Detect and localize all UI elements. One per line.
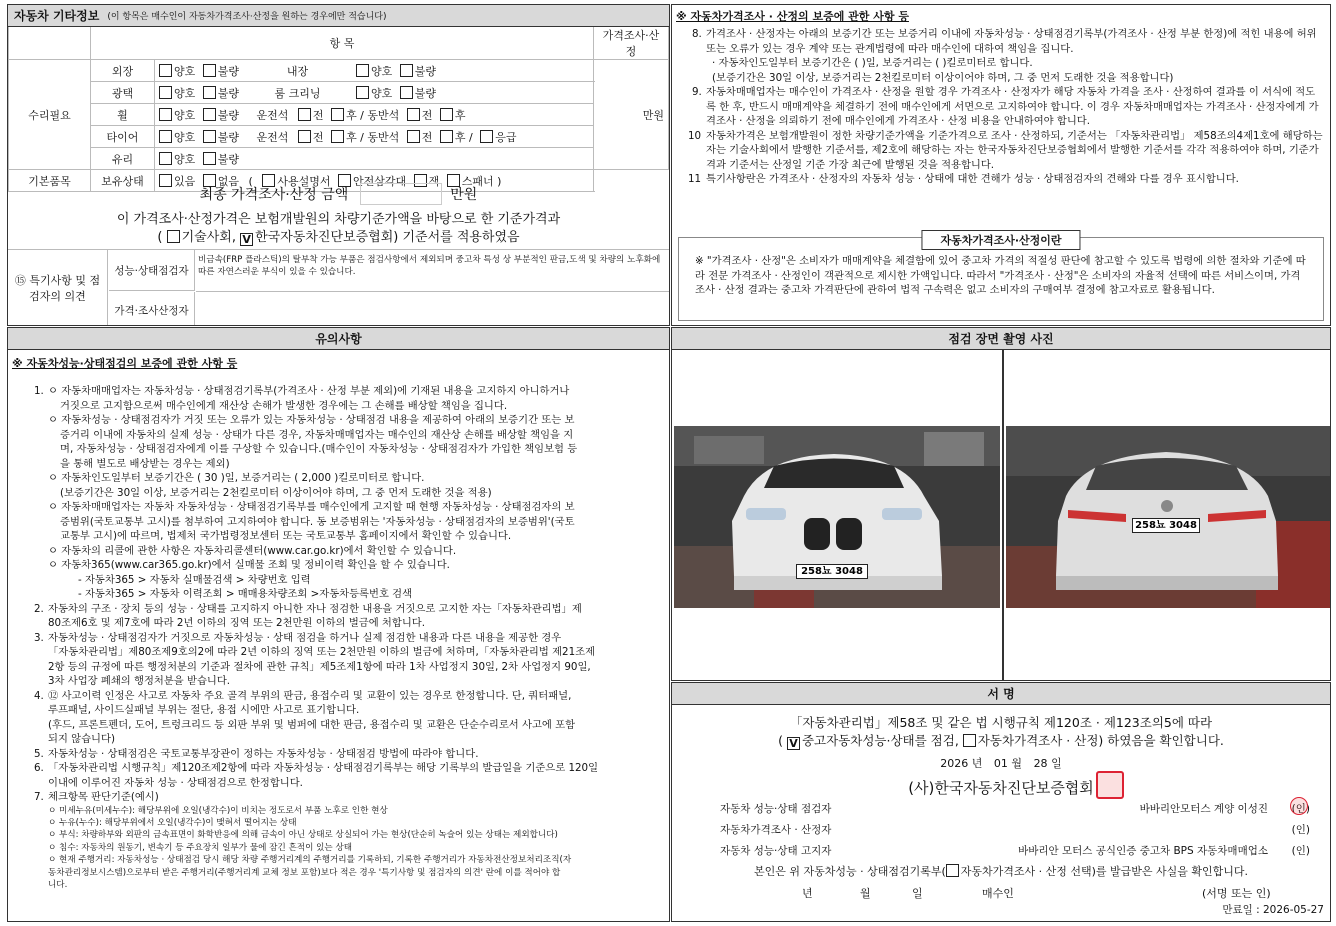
driver-seat-label: 운전석 <box>256 130 289 144</box>
notes-line-number <box>34 703 48 718</box>
tire-bad-checkbox[interactable] <box>203 130 216 143</box>
label-front: 전 <box>421 130 433 144</box>
room-bad-checkbox[interactable] <box>400 86 413 99</box>
notes-line-text: (후드, 프론트펜더, 도어, 트렁크리드 등 외판 부위 및 범퍼에 대한 판금, 용접수리 및 교환은 단순수리로서 사고에 포함 <box>48 718 576 731</box>
paren-open: ( <box>248 174 253 188</box>
rear-license-plate: 258뇨 3048 <box>1132 518 1200 533</box>
label-bad: 불량 <box>217 108 240 122</box>
glass-bad-checkbox[interactable] <box>203 152 216 165</box>
notes-line <box>34 544 663 559</box>
glass-label: 유리 <box>91 148 155 170</box>
notes-line-number: 2. <box>34 602 44 615</box>
perf-inspector-label: 성능·상태점검자 <box>109 250 195 291</box>
exterior-bad-checkbox[interactable] <box>203 64 216 77</box>
notes-small-line: 동차관리정보시스템)으로부터 받은 주행거리(주행거리계 교체 정보 포함)보다 적은 경우 '특기사항 및 점검자의 의견' 란에 이를 적어야 합 <box>48 867 561 878</box>
wheel-passenger-rear-checkbox[interactable] <box>440 108 453 121</box>
label-rear-slash: 후 / <box>454 130 473 144</box>
buyer-day-label: 일 <box>912 887 923 900</box>
notes-line-text: 증범위(국토교통부 고시)를 첨부하여 고지하여야 합니다. 동 보증범위는 '자동차성능 · 상태점검자의 보증범위'(국토 <box>60 515 575 528</box>
label-have: 있음 <box>174 174 196 188</box>
notes-line-number: 5. <box>34 747 44 760</box>
signature-org: (사)한국자동차진단보증협회 <box>908 779 1094 797</box>
item-num: 9. <box>692 86 702 98</box>
signature-row-value: 바바리안모터스 계양 이성진 <box>1139 803 1268 815</box>
notes-line <box>34 500 663 515</box>
signature-row <box>672 822 1330 840</box>
notes-line <box>34 471 663 486</box>
notes-line-text: 이내에 이루어진 자동차 성능 · 상태점검으로 한정합니다. <box>48 776 303 789</box>
notes-line-text: 되지 않습니다) <box>48 733 115 745</box>
buyer-label: 매수인 <box>982 887 1014 900</box>
notes-line-number <box>34 645 48 660</box>
notes-line-number <box>34 558 48 573</box>
col-header-price: 가격조사·산정 <box>594 27 669 60</box>
notes-subtitle: ※ 자동차성능·상태점검의 보증에 관한 사항 등 <box>12 357 238 370</box>
notes-line <box>34 573 663 588</box>
label-front: 전 <box>312 108 324 122</box>
notes-line-text: 루프패널, 사이드실패널 부위는 절단, 용접 시에만 사고로 표기합니다. <box>48 704 360 716</box>
vehicle-other-info-panel <box>7 4 670 326</box>
notes-line-number <box>34 776 48 791</box>
notes-line <box>34 428 663 443</box>
col-header-item: 항 목 <box>91 27 594 60</box>
label-bad: 불량 <box>217 86 240 100</box>
notes-line <box>34 558 663 573</box>
wheel-rear-checkbox[interactable] <box>331 108 344 121</box>
front-license-plate: 258뇨 3048 <box>796 564 868 579</box>
label-emergency: 응급 <box>495 130 517 144</box>
notes-line <box>34 790 663 805</box>
item-text: 자동차매매업자는 매수인이 가격조사 · 산정을 원할 경우 가격조사 · 산정자가 해당 자동차 가격을 조사 · 산정하여 결과를 이 서식에 적도록 한 후, 반드시 매매계약을 체결하기 전에 매수인에게 서면으로 고지하여야 합니다. 이 경우 자동차매매업자는 가격조사 · 산정자에게 가격조사 · 산정을 의뢰하기 전에 매수인에게 가격조사 · 산정 비용을 안내하여야 합니다. <box>706 86 1319 127</box>
basis-opt1-checkbox[interactable] <box>167 230 180 243</box>
vehicle-other-info-title: 자동차 기타정보 <box>14 9 100 23</box>
notes-line <box>34 529 663 544</box>
buyer-year-label: 년 <box>802 887 813 900</box>
definition-text: ※ "가격조사 · 산정"은 소비자가 매매계약을 체결함에 있어 중고차 가격의 적절성 판단에 참고할 수 있도록 법령에 의한 절차와 기준에 따라 전문 가격조사 · 산정인이 객관적으로 제시한 가액입니다. 따라서 "가격조사 · 산정"은 소비자의 자율적 선택에 따른 서비스이며, 가격조사 · 산정 결과는 중고차 가격판단에 관하여 법적 구속력은 없고 소비자의 구매여부 결정에 참고자료로 활용됩니다. <box>695 255 1306 296</box>
notes-line-number: 1. <box>34 385 44 397</box>
exterior-label: 외장 <box>91 60 155 82</box>
definition-box <box>678 234 1324 321</box>
label-spanner: 스패너 ) <box>461 174 502 188</box>
signature-line2 <box>672 731 1330 750</box>
notes-line <box>34 384 663 399</box>
gloss-room-row <box>155 82 594 104</box>
notes-line <box>34 442 663 457</box>
notes-line <box>34 761 663 776</box>
glass-good-checkbox[interactable] <box>159 152 172 165</box>
notes-line-text: 교통부 고시)에 따르며, 법제처 국가법령정보센터 또는 국토교통부 홈페이지에서 확인할 수 있습니다. <box>60 530 512 542</box>
org-seal-stamp <box>1096 771 1124 799</box>
notes-small-line: ㅇ 부식: 차량하부와 외판의 금속표면이 화학반응에 의해 금속이 아닌 상태로 상실되어 가는 현상(단순히 녹슬어 있는 상태는 제외합니다) <box>48 830 558 841</box>
notes-line <box>34 645 663 660</box>
notes-line-number <box>34 587 48 602</box>
item-text: 특기사항란은 가격조사 · 산정자의 자동차 성능 · 상태에 대한 견해가 성능 · 상태점검자의 견해와 다를 경우 표시합니다. <box>706 173 1239 185</box>
date-day-label: 일 <box>1051 757 1062 770</box>
label-good: 양호 <box>174 86 196 100</box>
label-manual: 사용설명서 <box>277 174 331 188</box>
notes-line-text: 「자동차관리법 시행규칙」제120조제2항에 따라 자동차성능 · 상태점검기록부는 해당 기록부의 발급일을 기준으로 120일 <box>48 762 599 774</box>
front-car-illustration <box>674 426 1000 608</box>
notes-line-number <box>34 428 48 443</box>
notes-line-number <box>34 471 48 486</box>
item-text: 가격조사 · 산정자는 아래의 보증기간 또는 보증거리 이내에 자동차성능 · 상태점검기록부(가격조사 · 산정 부분 한정)에 적힌 내용에 허위 또는 오류가 있는 경우 계약 또는 관계법령에 따라 매수인에 대하여 책임을 집니다. <box>706 28 1317 55</box>
notes-line-text: ㅇ 자동차성능 · 상태점검자가 거짓 또는 오류가 있는 자동차성능 · 상태점검 내용을 제공하여 아래의 보증기간 또는 보 <box>48 414 575 426</box>
notes-line-text: ㅇ 자동차인도일부터 보증기간은 ( 30 )일, 보증거리는 ( 2,000 )킬로미터로 합니다. <box>48 472 425 484</box>
label-rear-passenger: 후 / 동반석 <box>346 108 400 122</box>
divider <box>196 291 669 292</box>
front-photo <box>674 426 1000 608</box>
final-price-row <box>8 179 669 209</box>
confirm-text-a: 본인은 위 자동차성능 · 상태점검기록부( <box>753 865 946 878</box>
date-month-label: 월 <box>1011 757 1023 770</box>
tire-row <box>155 126 594 148</box>
interior-label: 내장 <box>286 64 309 78</box>
guarantee-items <box>688 27 1324 187</box>
basis-line1: 이 가격조사·산정가격은 보험개발원의 차량기준가액을 바탕으로 한 기준가격과 <box>116 212 561 227</box>
signature-row-label: 자동차 성능·상태 점검자 <box>720 803 832 815</box>
notes-line <box>34 660 663 675</box>
item-10 <box>688 129 1324 173</box>
room-clean-label: 룸 크리닝 <box>274 86 321 100</box>
notes-line-number <box>34 457 48 472</box>
notes-line-text: 거짓으로 고지함으로써 매수인에게 재산상 손해가 발생한 경우에는 그 손해를 배상할 책임을 집니다. <box>60 399 508 412</box>
notes-line-number <box>34 732 48 747</box>
date-month: 01 <box>993 757 1008 770</box>
special-notes-block <box>8 249 669 325</box>
notes-body <box>34 384 663 891</box>
tire-front-checkbox[interactable] <box>298 130 311 143</box>
photos-header: 점검 장면 촬영 사진 <box>672 328 1330 350</box>
tire-good-checkbox[interactable] <box>159 130 172 143</box>
notes-line-text: ㅇ 자동차매매업자는 자동차 자동차성능 · 상태점검기록부를 매수인에게 고지할 때 현행 자동차성능 · 상태점검자의 보 <box>48 501 575 513</box>
wheel-bad-checkbox[interactable] <box>203 108 216 121</box>
tire-rear-checkbox[interactable] <box>331 130 344 143</box>
buyer-sign-hint: (서명 또는 인) <box>1202 887 1271 900</box>
notes-line <box>34 631 663 646</box>
item-8-sub1: · 자동차인도일부터 보증기간은 ( )일, 보증거리는 ( )킬로미터로 합니다. <box>712 57 1033 69</box>
notes-line-text: 자동차성능 · 상태점검은 국토교통부장관이 정하는 자동차성능 · 상태점검 방법에 따라야 합니다. <box>48 747 479 760</box>
photos-panel <box>671 327 1331 681</box>
paren: ( <box>157 230 163 245</box>
notes-line-number <box>34 674 48 689</box>
label-bad: 불량 <box>217 130 240 144</box>
notes-line <box>34 689 663 704</box>
item-text: 자동차가격은 보험개발원이 정한 차량기준가액을 기준가격으로 조사 · 산정하되, 기준서는 「자동차관리법」 제58조의4제1호에 해당하는 자는 기술사회에서 발행한 기준서를, 제2호에 해당하는 자는 한국자동차진단보증협회에서 발행한 기준서를 각각 적용하여야 하며, 기준가격과 기준서는 산정일 기준 가장 최근에 발행된 것을 적용합니다. <box>706 129 1323 171</box>
signature-panel <box>671 682 1331 922</box>
notes-line-number: 4. <box>34 689 44 702</box>
label-none: 없음 <box>217 174 240 188</box>
notes-line <box>34 776 663 791</box>
label-good: 양호 <box>174 130 196 144</box>
basis-opt2-label: 한국자동차진단보증협회 <box>255 230 394 245</box>
label-jack: 잭 <box>428 174 440 188</box>
notes-small-line: ㅇ 현재 주행거리: 자동차성능 · 상태점검 당시 해당 차량 주행거리계의 주행거리를 기록하되, 기록한 주행거리가 자동차전산정보처리조직(자 <box>48 855 572 866</box>
signature-row-label: 자동차가격조사 · 산정자 <box>720 824 832 836</box>
expiry-date: 만료일 : 2026-05-27 <box>1222 904 1324 916</box>
notes-line <box>34 413 663 428</box>
notes-line-text: 며, 자동차성능 · 상태점검자에게 이를 구상할 수 있습니다.(매수인이 자동차성능 · 상태점검자가 가입한 책임보험 등 <box>60 443 578 455</box>
label-triangle: 안전삼각대 <box>352 174 407 188</box>
label-bad: 불량 <box>217 152 240 166</box>
item-num: 10 <box>688 129 702 142</box>
repair-needed-label: 수리필요 <box>9 60 91 170</box>
label-good: 양호 <box>371 64 393 78</box>
notes-line-number <box>34 529 48 544</box>
basis-line2 <box>8 229 669 247</box>
glass-row <box>155 148 594 170</box>
rear-car-illustration <box>1006 426 1330 608</box>
signature-row <box>672 801 1330 819</box>
possession-label: 보유상태 <box>91 170 155 192</box>
room-good-checkbox[interactable] <box>356 86 369 99</box>
label-bad: 불량 <box>414 64 437 78</box>
notes-line-text: 자동차의 구조 · 장치 등의 성능 · 상태를 고지하지 아니한 자나 점검한 내용을 거짓으로 고지한 자는「자동차관리법」제 <box>48 602 582 615</box>
vehicle-other-info-subtitle: (이 항목은 매수인이 자동차가격조사·산정을 원하는 경우에만 적습니다) <box>107 12 387 22</box>
signature-date <box>672 755 1330 771</box>
confirm-text-b: 자동차가격조사 · 산정 선택)를 발급받은 사실을 확인합니다. <box>960 865 1249 878</box>
label-good: 양호 <box>174 64 196 78</box>
signature-line1: 「자동차관리법」제58조 및 같은 법 시행규칙 제120조 · 제123조의5에 따라 <box>789 715 1213 730</box>
notes-line-text: (보증기간은 30일 이상, 보증거리는 2천킬로미터 이상이어야 하며, 그 중 먼저 도래한 것을 적용) <box>60 486 492 499</box>
wheel-passenger-front-checkbox[interactable] <box>407 108 420 121</box>
notes-line-text: 3차 사업장 폐쇄의 행정처분을 받습니다. <box>48 675 231 687</box>
notes-small-lines <box>34 805 663 892</box>
label-bad: 불량 <box>414 86 437 100</box>
notes-line-text: 증거리 이내에 자동차의 실제 성능 · 상태가 다른 경우, 자동차매매업자는 매수인의 재산상 손해를 배상할 책임을 지 <box>60 428 574 441</box>
date-day: 28 <box>1033 757 1048 770</box>
notes-line-number <box>34 399 48 414</box>
perf-check-label: 중고자동차성능·상태를 점검, <box>801 733 959 748</box>
notes-line <box>34 486 663 501</box>
notes-small-line: ㅇ 누유(누수): 해당부위에서 오일(냉각수)이 맺혀서 떨어지는 상태 <box>48 817 297 828</box>
wheel-front-checkbox[interactable] <box>298 108 311 121</box>
inspector-seal-stamp <box>1290 797 1308 815</box>
basis-text <box>8 211 669 247</box>
notes-line-text: 자동차성능 · 상태점검자가 거짓으로 자동차성능 · 상태 점검을 하거나 실제 점검한 내용과 다른 내용을 제공한 경우 <box>48 631 562 644</box>
photo-divider <box>1002 350 1004 680</box>
notes-line-number <box>34 660 48 675</box>
exterior-interior-row <box>155 60 594 82</box>
notes-line-number: 7. <box>34 791 44 803</box>
price-check-checkbox[interactable] <box>963 734 976 747</box>
signature-row-seal: (인) <box>1291 803 1310 815</box>
label-rear: 후 <box>454 108 466 122</box>
final-price-label: 최종 가격조사·산정 금액 <box>199 187 349 203</box>
notes-lines <box>34 384 663 805</box>
signature-row-seal: (인) <box>1291 824 1310 836</box>
basis-suffix: ) 기준서를 적용하였음 <box>393 230 520 245</box>
rear-photo <box>1006 426 1330 608</box>
label-good: 양호 <box>174 152 196 166</box>
interior-good-checkbox[interactable] <box>356 64 369 77</box>
price-guarantee-panel <box>671 4 1331 326</box>
price-check-label: 자동차가격조사 · 산정) 하였음을 확인합니다. <box>977 733 1224 748</box>
notes-line-text: - 자동차365 > 자동차 이력조회 > 매매용차량조회 >자동차등록번호 검색 <box>78 588 413 600</box>
notes-line-number <box>34 442 48 457</box>
gloss-label: 광택 <box>91 82 155 104</box>
notes-line-number <box>34 515 48 530</box>
notes-small-line: 니다. <box>48 879 68 890</box>
wheel-row <box>155 104 594 126</box>
notes-line-number <box>34 616 48 631</box>
notes-line <box>34 747 663 762</box>
notes-line-text: ⑫ 사고이력 인정은 사고로 자동차 주요 골격 부위의 판금, 용접수리 및 교환이 있는 경우로 한정합니다. 단, 쿼터패널, <box>48 689 572 702</box>
notes-small-line: ㅇ 미세누유(미세누수): 해당부위에 오일(냉각수)이 비치는 정도로서 부품 노후로 인한 현상 <box>48 805 388 816</box>
notes-line <box>34 602 663 617</box>
perf-inspector-text: 비금속(FRP 플라스틱)의 탈부착 가능 부품은 점검사항에서 제외되며 중고차 특성 상 부분적인 판금,도색 및 차량의 노후화에 따른 자연스러운 부식이 있을 수 있습니다. <box>198 255 661 277</box>
label-front: 전 <box>312 130 324 144</box>
notes-line <box>34 515 663 530</box>
notes-line-text: 「자동차관리법」제80조제9호의2에 따라 2년 이하의 징역 또는 2천만원 이하의 벌금에 처하며,「자동차관리법 제21조제 <box>48 646 596 658</box>
notes-line-text: ㅇ 자동차365(www.car365.go.kr)에서 실매물 조회 및 정비이력 확인을 할 수 있습니다. <box>48 559 450 571</box>
item-11 <box>688 172 1324 187</box>
final-price-input[interactable] <box>360 183 442 205</box>
basis-opt1-label: 기술사회, <box>181 230 236 245</box>
tire-passenger-front-checkbox[interactable] <box>407 130 420 143</box>
interior-bad-checkbox[interactable] <box>400 64 413 77</box>
date-year: 2026 <box>940 757 969 770</box>
label-front: 전 <box>421 108 433 122</box>
driver-seat-label: 운전석 <box>256 108 289 122</box>
item-8-sub2: (보증기간은 30일 이상, 보증거리는 2천킬로미터 이상이어야 하며, 그 중 먼저 도래한 것을 적용합니다) <box>712 71 1174 84</box>
notes-small-line: ㅇ 침수: 자동차의 원동기, 변속기 등 주요장치 일부가 물에 잠긴 흔적이 있는 상태 <box>48 842 353 853</box>
notes-line <box>34 616 663 631</box>
paren: ( <box>778 733 783 748</box>
notes-line <box>34 732 663 747</box>
notes-line-number <box>34 413 48 428</box>
notes-line-number <box>34 544 48 559</box>
wheel-good-checkbox[interactable] <box>159 108 172 121</box>
vehicle-other-info-header <box>8 5 669 27</box>
buyer-month-label: 월 <box>860 887 871 900</box>
notes-line <box>34 457 663 472</box>
notes-line <box>34 674 663 689</box>
basic-items-label: 기본품목 <box>9 170 91 192</box>
notes-line-text: ㅇ 자동차매매업자는 자동차성능 · 상태점검기록부(가격조사 · 산정 부분 제외)에 기재된 내용을 고지하지 아니하거나 <box>48 385 570 397</box>
buyer-sign-row <box>672 885 1330 901</box>
price-guarantee-title: ※ 자동차가격조사 · 산정의 보증에 관한 사항 등 <box>676 10 909 23</box>
wheel-label: 휠 <box>91 104 155 126</box>
notes-line-number <box>34 718 48 733</box>
repair-table <box>8 27 669 192</box>
notes-line-text: 체크항목 판단기준(예시) <box>48 791 159 803</box>
item-8 <box>692 27 1324 56</box>
signature-row-seal: (인) <box>1291 845 1310 857</box>
notes-line-number <box>34 573 48 588</box>
notes-line <box>34 399 663 414</box>
signature-header: 서 명 <box>672 683 1330 705</box>
notes-line <box>34 587 663 602</box>
notes-line-text: ㅇ 자동차의 리콜에 관한 사항은 자동차리콜센터(www.car.go.kr)에서 확인할 수 있습니다. <box>48 544 457 557</box>
label-rear-passenger: 후 / 동반석 <box>346 130 400 144</box>
label-good: 양호 <box>174 108 196 122</box>
notes-line-text: - 자동차365 > 자동차 실매물검색 > 차량번호 입력 <box>78 573 311 586</box>
tire-label: 타이어 <box>91 126 155 148</box>
price-unit: 만원 <box>594 60 669 170</box>
notes-line-number <box>34 500 48 515</box>
tire-emergency-checkbox[interactable] <box>480 130 493 143</box>
exterior-good-checkbox[interactable] <box>159 64 172 77</box>
notes-panel <box>7 327 670 922</box>
notes-line-text: 80조제6호 및 제7호에 따라 2년 이하의 징역 또는 2천만원 이하의 벌금에 처합니다. <box>48 617 425 629</box>
basis-opt2-checkbox[interactable]: V <box>240 233 253 246</box>
notes-line <box>34 718 663 733</box>
perf-check-checkbox[interactable]: V <box>787 737 800 750</box>
notes-header: 유의사항 <box>8 328 669 350</box>
label-good: 양호 <box>371 86 393 100</box>
definition-title: 자동차가격조사·산정이란 <box>921 230 1080 250</box>
notes-line-text: 을 통해 별도로 배상받는 경우는 제외) <box>60 457 230 470</box>
signature-row-label: 자동차 성능·상태 고지자 <box>720 845 832 857</box>
signature-row-value: 바바리안 모터스 공식인증 중고차 BPS 자동차매매업소 <box>1018 845 1268 857</box>
tire-passenger-rear-checkbox[interactable] <box>440 130 453 143</box>
notes-line-number: 3. <box>34 631 44 644</box>
price-select-checkbox[interactable] <box>946 864 959 877</box>
notes-line-text: 2항 등의 규정에 따른 행정처분의 기준과 절차에 관한 규칙」제5조제1항에 따라 1차 사업정지 30일, 2차 사업정지 90일, <box>48 660 591 673</box>
item-9 <box>692 85 1324 129</box>
gloss-good-checkbox[interactable] <box>159 86 172 99</box>
gloss-bad-checkbox[interactable] <box>203 86 216 99</box>
final-price-unit: 만원 <box>450 187 478 203</box>
item-num: 8. <box>692 28 702 40</box>
buyer-confirm <box>672 863 1330 879</box>
notes-line-number <box>34 486 48 501</box>
date-year-label: 년 <box>971 757 983 770</box>
special-notes-label: ⑮ 특기사항 및 점검자의 의견 <box>8 250 108 326</box>
notes-line <box>34 703 663 718</box>
label-bad: 불량 <box>217 64 240 78</box>
item-num: 11 <box>688 173 702 185</box>
signature-row <box>672 843 1330 861</box>
notes-line-number: 6. <box>34 762 44 774</box>
price-inspector-label: 가격·조사산정자 <box>109 292 195 326</box>
